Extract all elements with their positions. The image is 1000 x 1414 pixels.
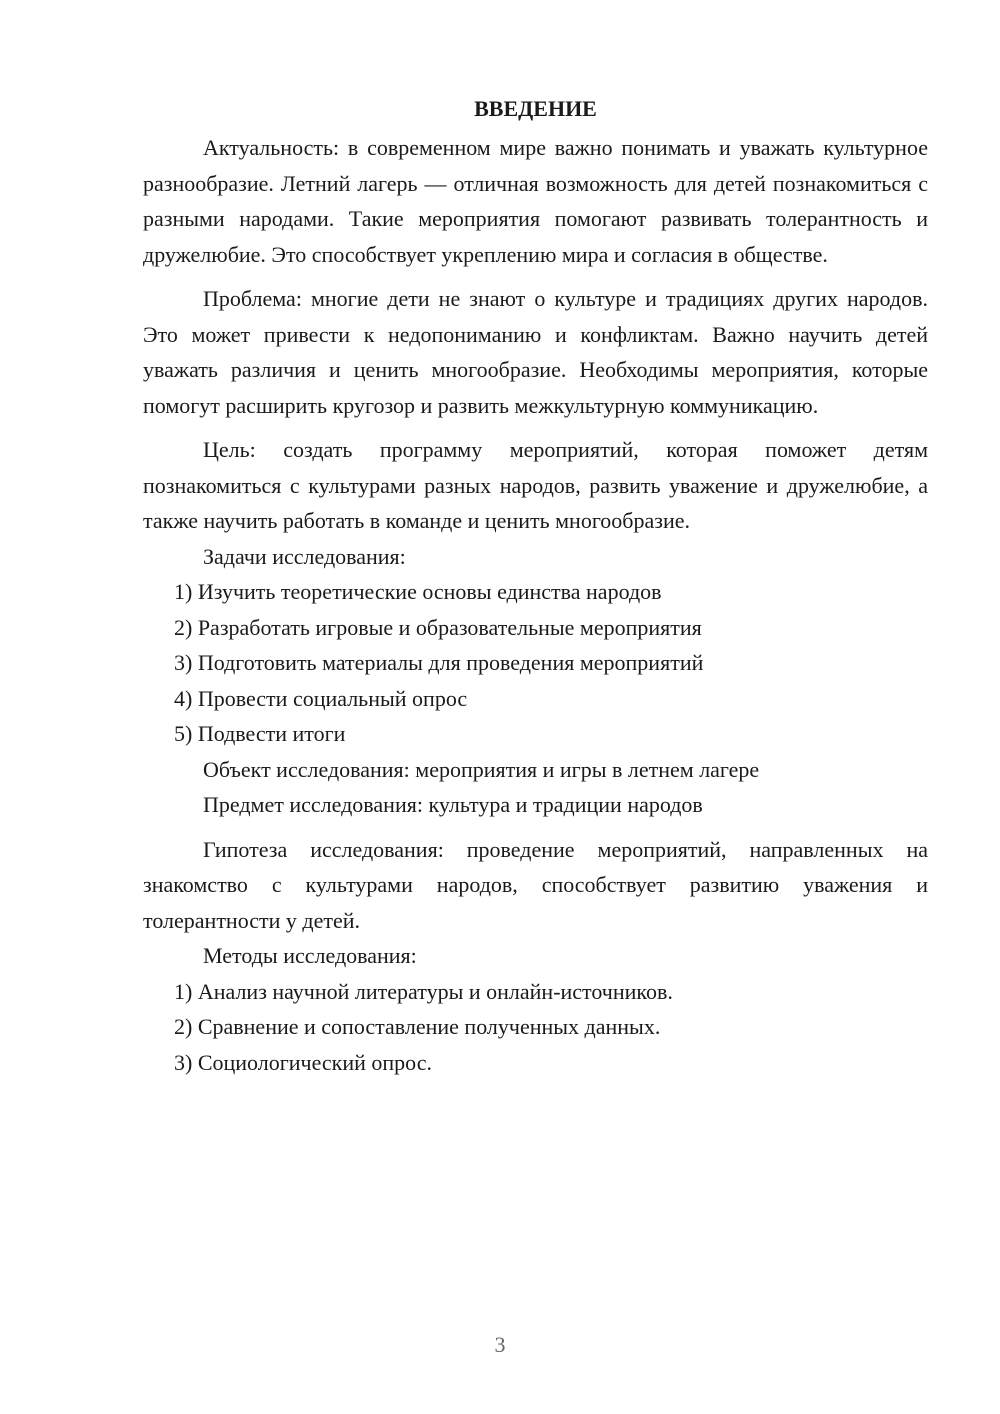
paragraph-hypothesis: Гипотеза исследования: проведение мероприятий, направленных на знакомство с культурами народов, способствует развитию уважения и толерантности у детей. [143,836,928,933]
list-item: 2) Разработать игровые и образовательные мероприятия [174,614,702,640]
methods-list [143,974,928,1081]
list-item: 1) Анализ научной литературы и онлайн-источников. [174,978,673,1004]
tasks-label: Задачи исследования: [203,543,406,569]
list-item: 5) Подвести итоги [174,721,346,746]
list-item: 4) Провести социальный опрос [174,685,468,711]
tasks-list [143,574,928,752]
paragraph-goal: Цель: создать программу мероприятий, которая поможет детям познакомиться с культурами разных народов, развить уважение и дружелюбие, а также научить работать в команде и ценить многообразие. [143,437,928,533]
methods-label: Методы исследования: [203,943,417,968]
page-number: 3 [494,1332,506,1357]
list-item: 3) Подготовить материалы для проведения мероприятий [174,650,704,675]
research-object: Объект исследования: мероприятия и игры в летнем лагере [203,756,760,782]
document-page [143,92,928,1080]
list-item: 1) Изучить теоретические основы единства народов [174,579,662,604]
list-item: 3) Социологический опрос. [174,1049,432,1075]
paragraph-problem: Проблема: многие дети не знают о культуре и традициях других народов. Это может привести к недопониманию и конфликтам. Важно научить детей уважать различия и ценить многообразие. Необходимы мероприятия, которые помогут расширить кругозор и развить межкультурную коммуникацию. [143,286,928,418]
page-title: ВВЕДЕНИЕ [474,96,597,121]
research-subject: Предмет исследования: культура и традиции народов [203,792,703,817]
list-item: 2) Сравнение и сопоставление полученных данных. [174,1014,661,1039]
paragraph-relevance: Актуальность: в современном мире важно понимать и уважать культурное разнообразие. Летний лагерь — отличная возможность для детей познакомиться с разными народами. Такие мероприятия помогают развивать толерантность и дружелюбие. Это способствует укреплению мира и согласия в обществе. [143,135,928,267]
